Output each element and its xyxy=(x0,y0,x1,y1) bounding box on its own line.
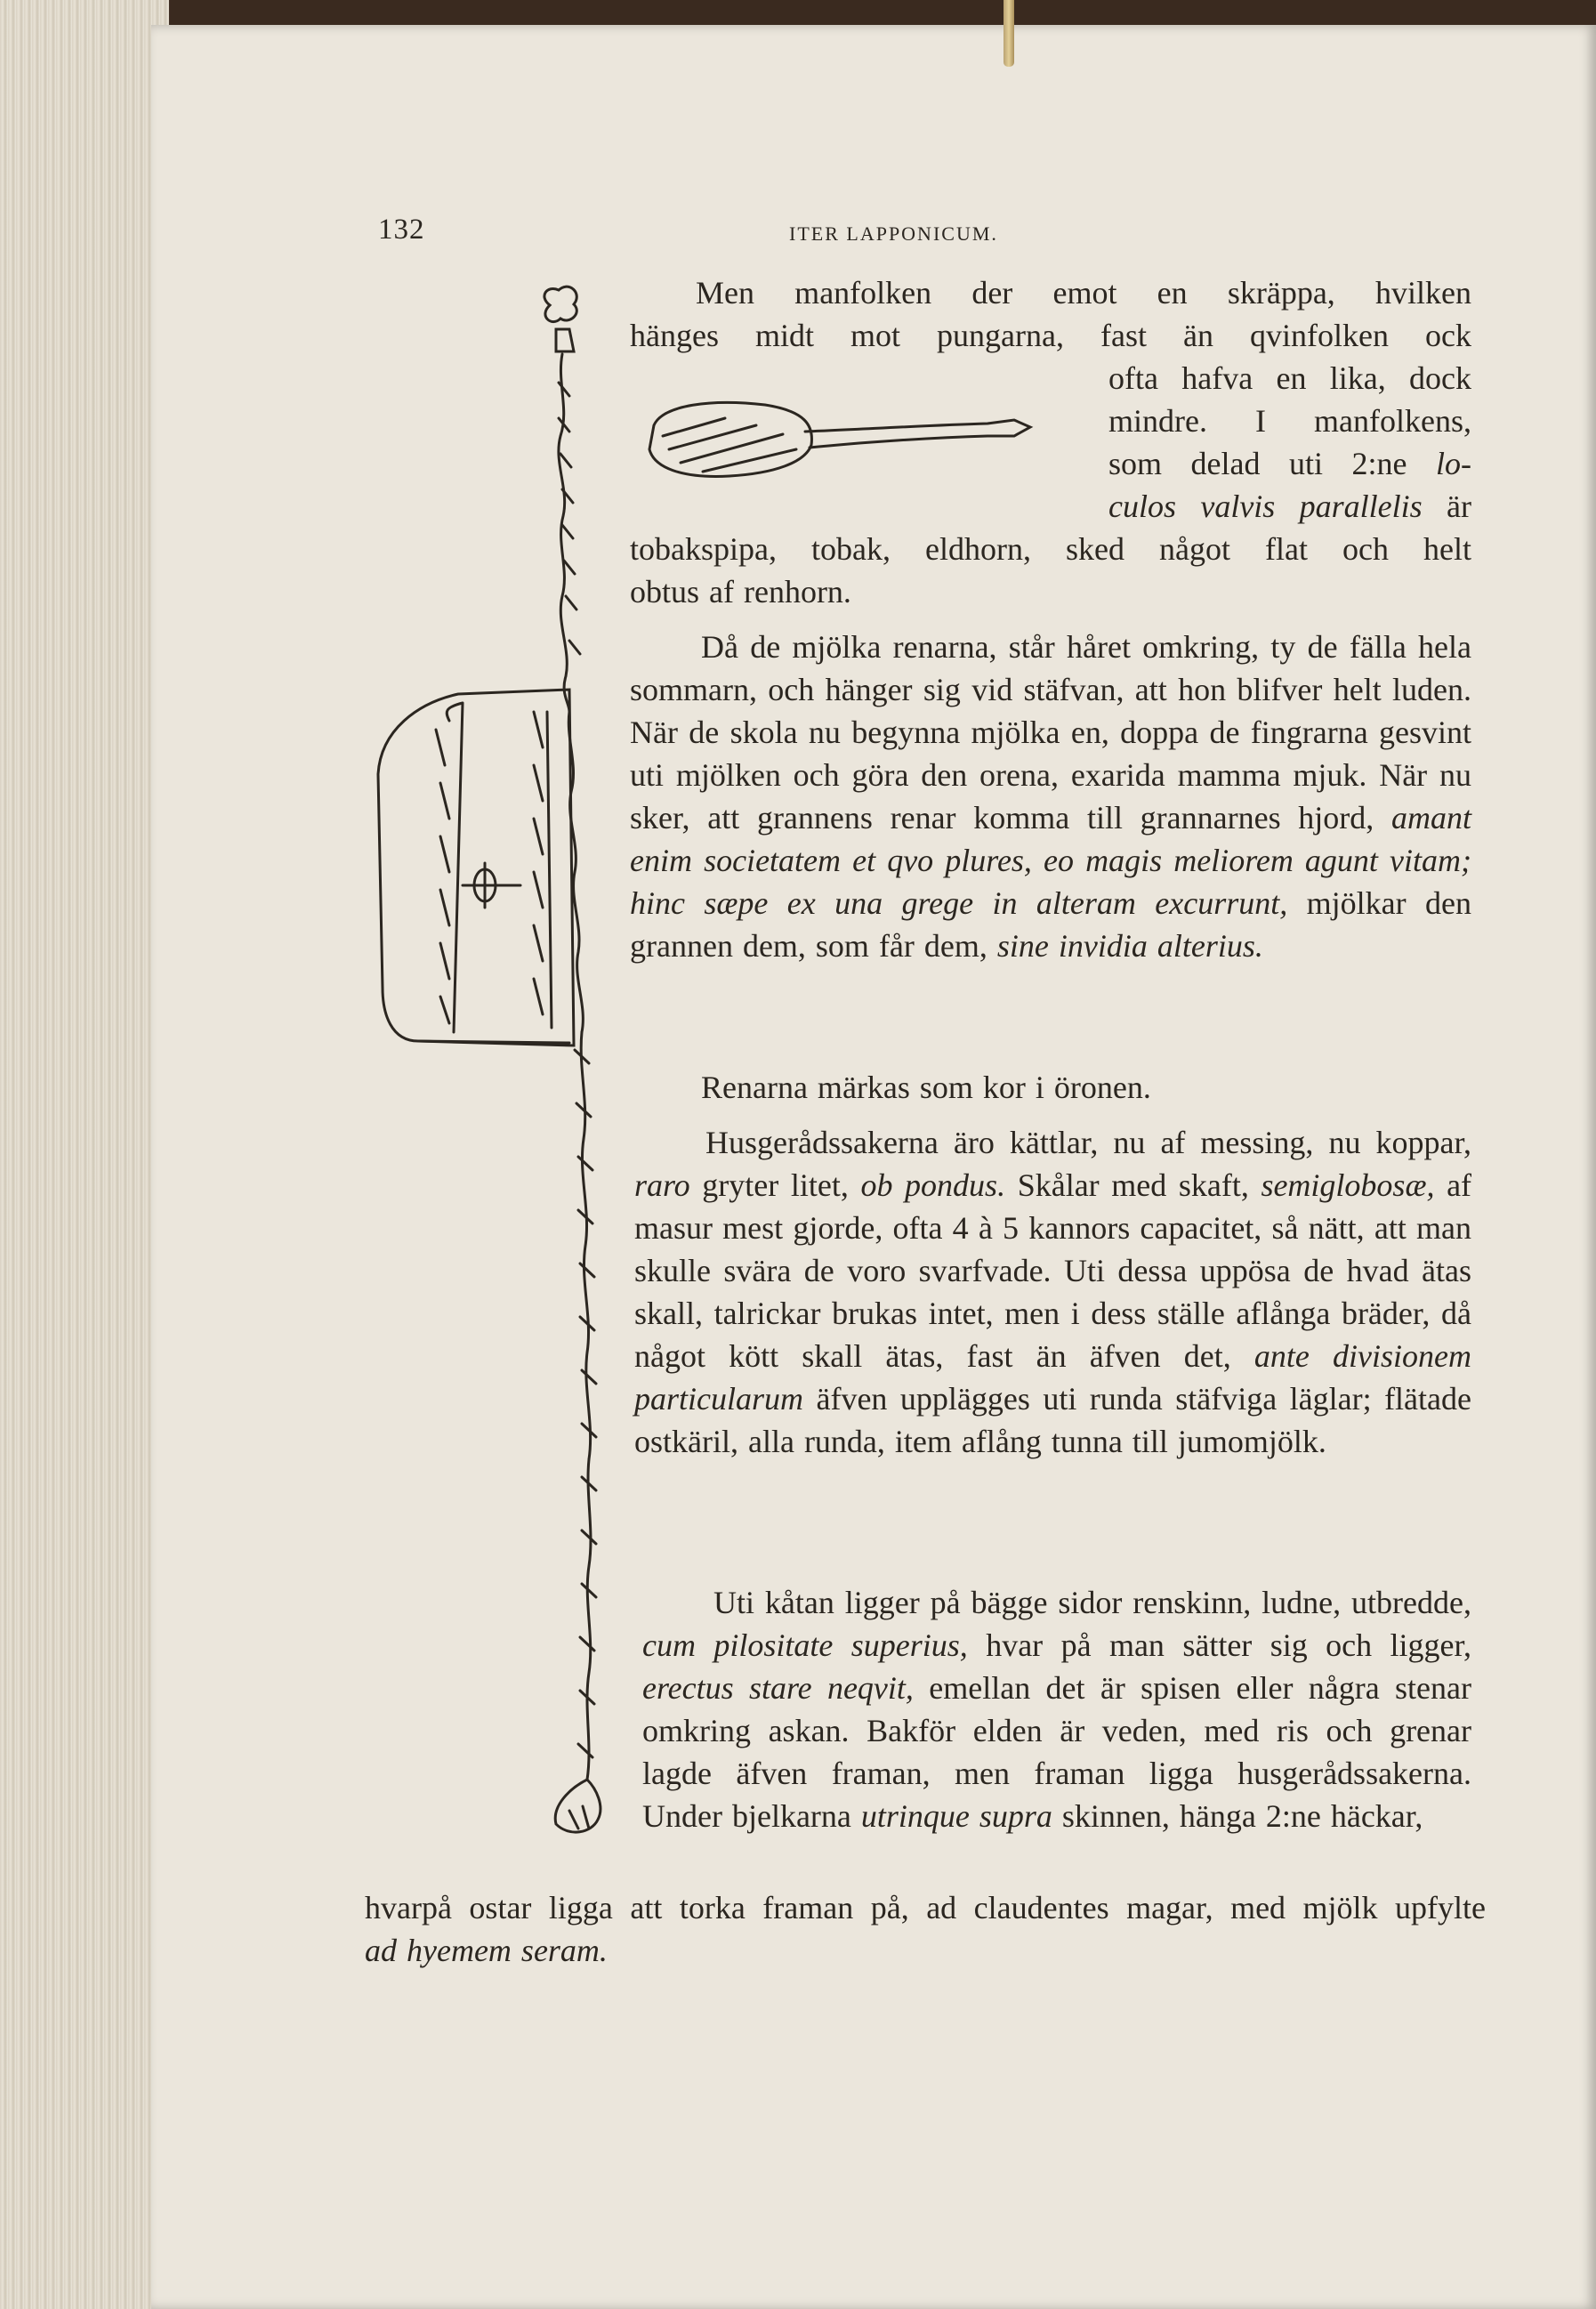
text-line: culos valvis parallelis är xyxy=(1108,488,1472,524)
text-line: tobakspipa, tobak, eldhorn, sked något flat och helt xyxy=(630,531,1471,567)
paragraph-1-end xyxy=(630,528,1471,613)
text-line: som delad uti 2:ne lo- xyxy=(1108,446,1471,481)
paragraph-1-cont xyxy=(630,314,1471,357)
text-line: obtus af renhorn. xyxy=(630,574,851,610)
text-line: Men manfolken der emot en skräppa, hvilken xyxy=(696,275,1471,311)
text-line: hvarpå ostar ligga att torka framan på, ad claudentes magar, med mjölk upfylte xyxy=(365,1890,1486,1926)
text-line: mindre. I manfolkens, xyxy=(1108,403,1471,439)
paragraph-4: Husgerådssakerna äro kättlar, nu af messing, nu koppar, raro gryter litet, ob pondus. Skålar med skaft, semiglobosæ, af masur mest gjorde, ofta 4 à 5 kannors capacitet, så nätt, att man skulle svära de voro svarfvade. Uti dessa uppösa de hvad ätas skall, talrickar brukas intet, men i dess ställe aflånga bräder, då något kött skall ätas, fast än äfven det, ante divisionem particularum äfven upplägges uti runda stäfviga läglar; flätade ostkäril, alla runda, item aflång tunna till jumomjölk. xyxy=(634,1125,1472,1459)
page-number: 132 xyxy=(378,214,425,246)
pouch-and-cord-drawing xyxy=(378,287,601,1832)
paragraph-5-end xyxy=(365,1886,1486,1972)
spoon-drawing xyxy=(649,402,1030,476)
paragraph-1 xyxy=(696,271,1471,314)
paragraph-1-wrap xyxy=(1108,357,1471,528)
paragraph-5: Uti kåtan ligger på bägge sidor renskinn, ludne, utbredde, cum pilositate superius, hvar på man sätter sig och ligger, erectus stare neqvit, emellan det är spisen eller några stenar omkring askan. Bakför elden är veden, med ris och grenar lagde äfven framan, men framan ligga husgerådssakerna. Under bjelkarna utrinque supra skinnen, hänga 2:ne häckar, xyxy=(642,1585,1472,1834)
paragraph-3: Renarna märkas som kor i öronen. xyxy=(701,1070,1151,1105)
text-line: hänges midt mot pungarna, fast än qvinfolken ock xyxy=(630,318,1471,353)
paragraph-2: Då de mjölka renarna, står håret omkring, ty de fälla hela sommarn, och hänger sig vid stäfvan, att hon blifver helt luden. När de skola nu begynna mjölka en, doppa de fingrarna gesvint uti mjölken och göra den orena, exarida mamma mjuk. När nu sker, att grannens renar komma till grannarnes hjord, amant enim societatem et qvo plures, eo magis meliorem agunt vitam; hinc sæpe ex una grege in alteram excurrunt, mjölkar den grannen dem, som får dem, sine invidia alterius. xyxy=(630,629,1472,964)
text-line: ad hyemem seram. xyxy=(365,1933,608,1968)
text-line: ofta hafva en lika, dock xyxy=(1108,360,1471,396)
running-title: ITER LAPPONICUM. xyxy=(789,222,998,245)
